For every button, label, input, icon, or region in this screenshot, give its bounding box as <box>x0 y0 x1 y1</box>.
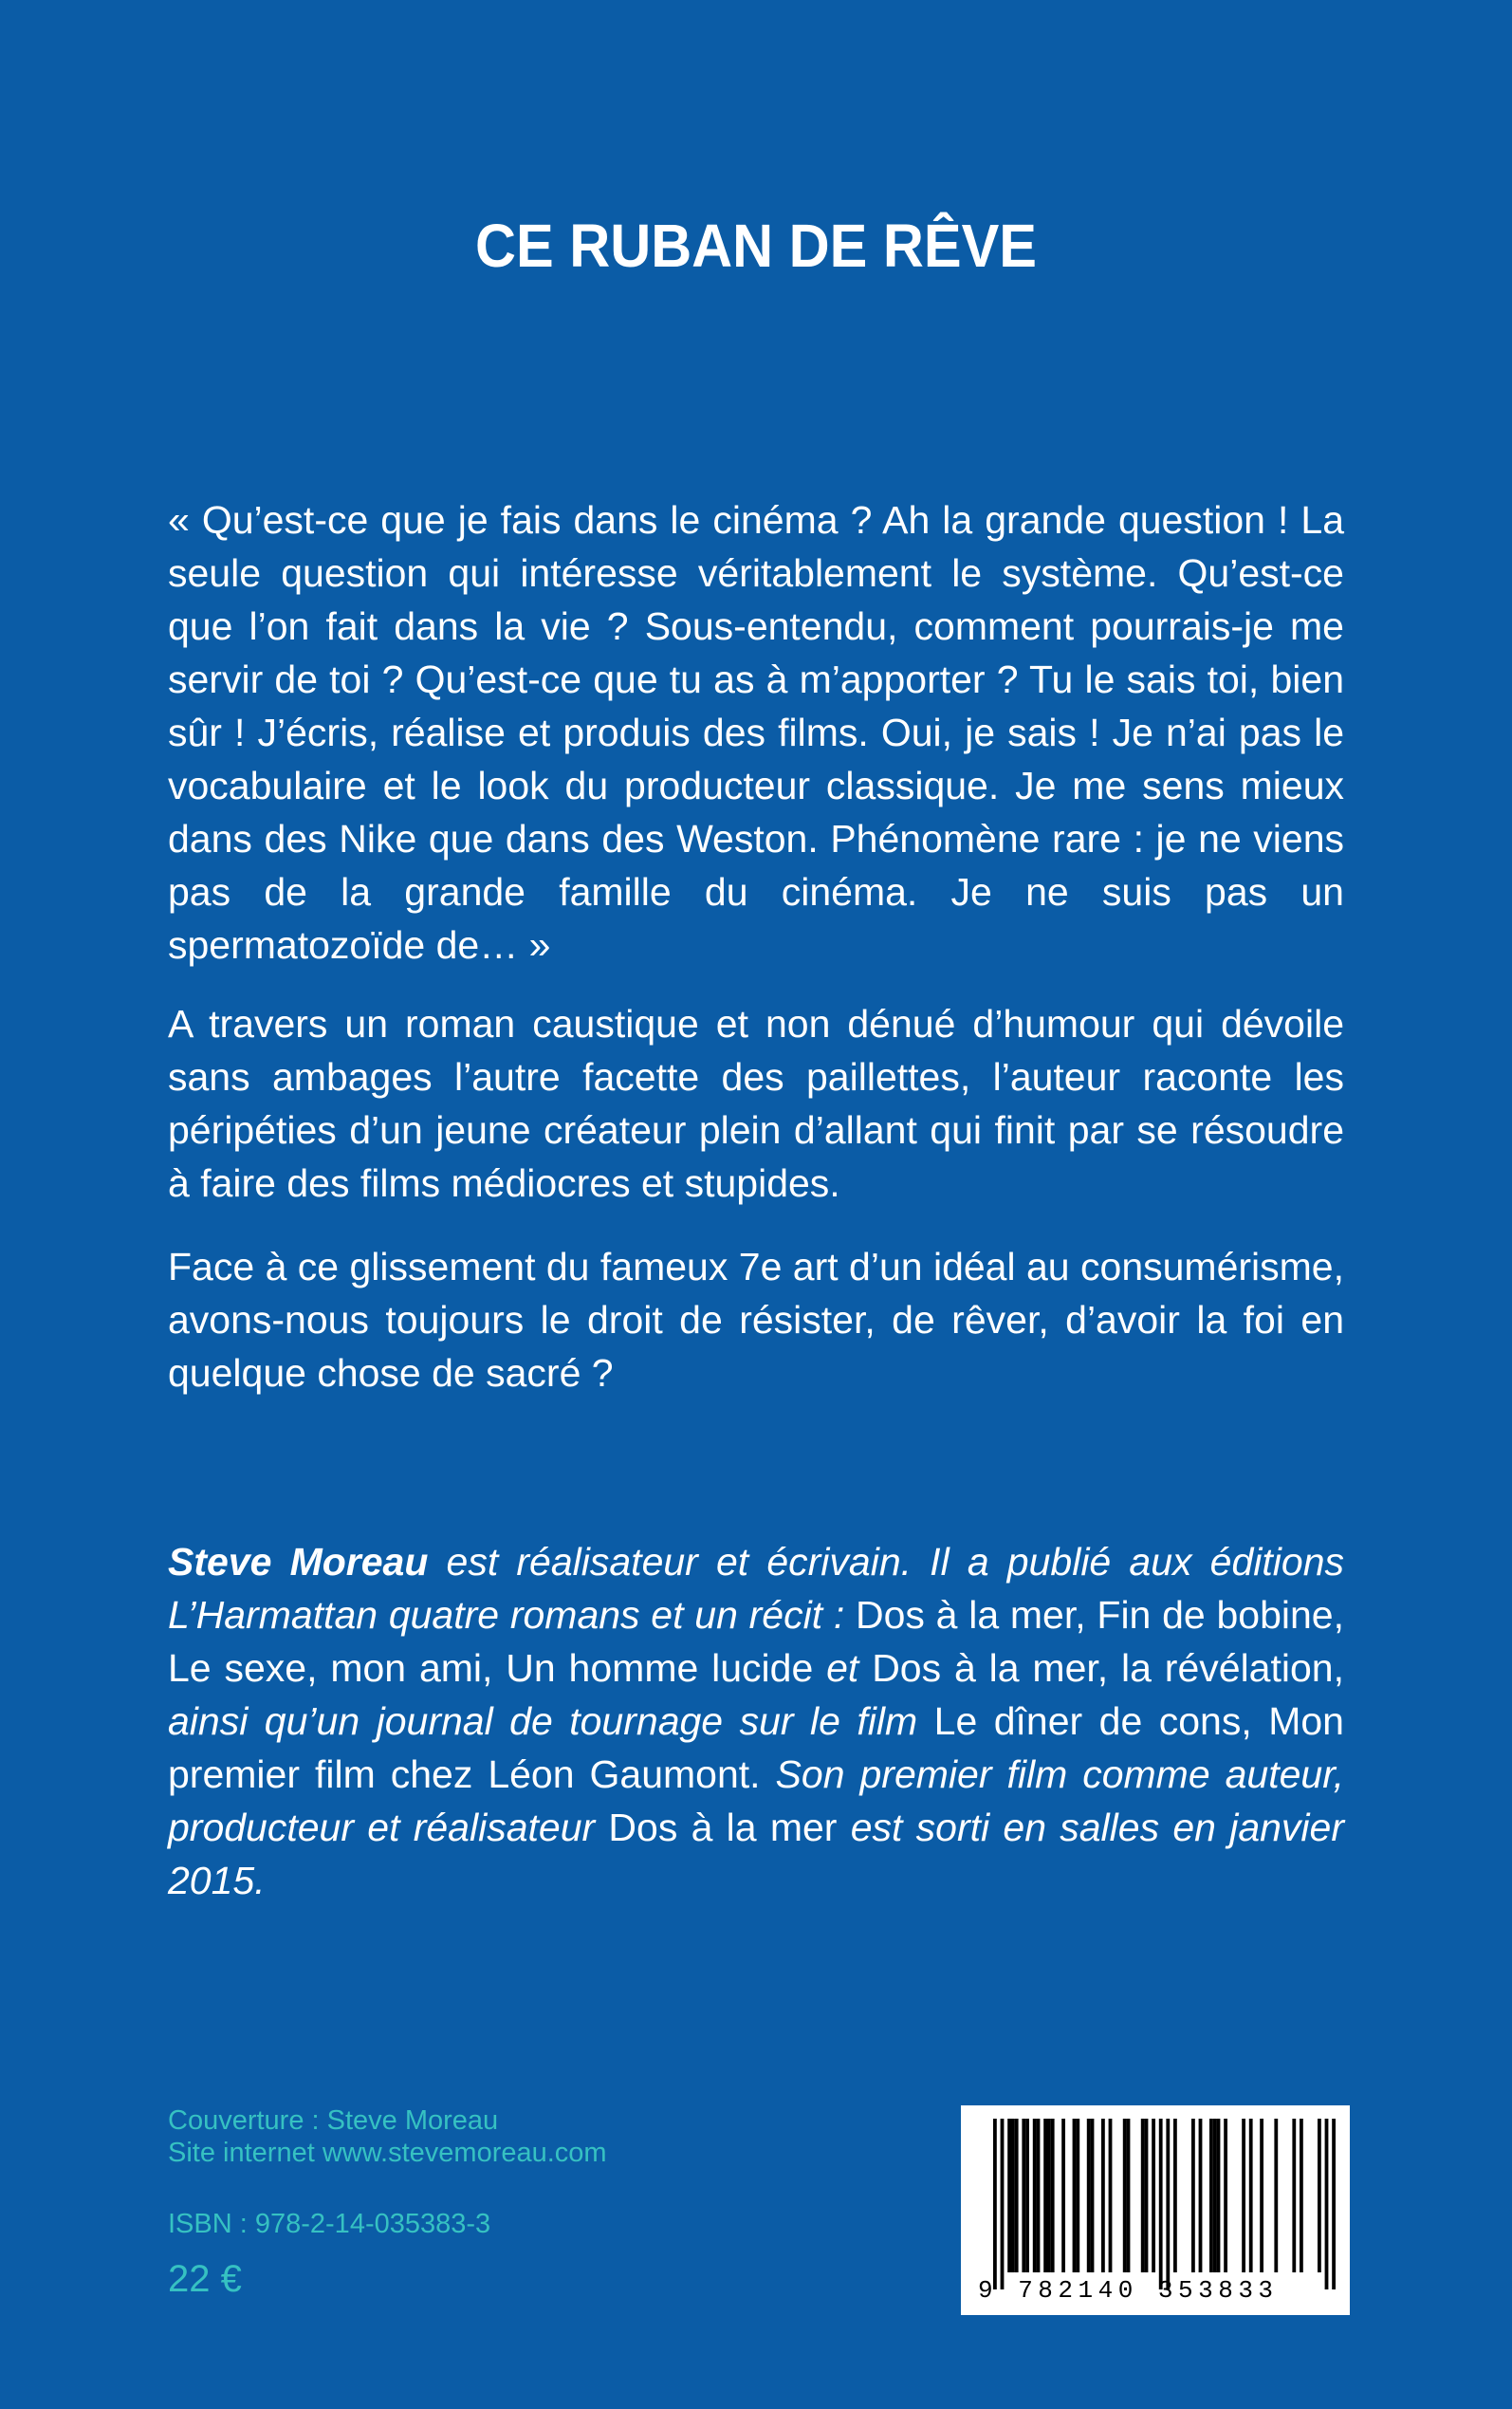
barcode-bar <box>1061 2119 1065 2272</box>
barcode-digits: 9 782140 353833 <box>978 2276 1279 2305</box>
barcode-bar <box>1318 2119 1321 2272</box>
barcode-bar <box>1152 2119 1155 2272</box>
isbn-block <box>168 2206 490 2242</box>
barcode-bar <box>1022 2119 1025 2272</box>
barcode-bar <box>1159 2119 1163 2289</box>
author-name: Steve Moreau <box>168 1540 429 1584</box>
bio-titles: Dos à la mer, Fin de bobine, Le sexe, mon ami, Un homme lucide <box>168 1593 1345 1690</box>
bio-titles: Dos à la mer, la révélation, <box>872 1646 1344 1690</box>
bio-segment: Son premier film comme auteur, producteur et réalisateur <box>168 1752 1344 1849</box>
bio-segment: est sorti en salles en janvier 2015. <box>168 1806 1344 1902</box>
barcode-bar <box>1073 2119 1077 2272</box>
barcode-bar <box>1037 2119 1041 2272</box>
barcode-bar <box>1249 2119 1253 2272</box>
barcode-bar <box>1199 2119 1203 2272</box>
bio-segment: ainsi qu’un journal de tournage sur le film <box>168 1699 934 1743</box>
barcode-bar <box>1033 2119 1037 2272</box>
cover-credit: Couverture : Steve Moreau <box>168 2105 499 2136</box>
barcode-bar <box>1173 2119 1177 2272</box>
website-credit: Site internet www.stevemoreau.com <box>168 2138 607 2168</box>
barcode-bar <box>993 2119 997 2289</box>
barcode-bar <box>1025 2119 1029 2272</box>
quote-text: « Qu’est-ce que je fais dans le cinéma ? Ah la grande question ! La seule question qui intéresse véritablement le système. Qu’est-ce que l’on fait dans la vie ? Sous-entendu, comment pourrais-je me servir de toi ? Qu’est-ce que tu as à m’apporter ? Tu le sais toi, bien sûr ! J’écris, réalise et produis des films. Oui, je sais ! Je n’ai pas le vocabulaire et le look du producteur classique. Je me sens mieux dans des Nike que dans des Weston. Phénomène rare : je ne viens pas de la grande famille du cinéma. Je ne suis pas un spermatozoïde de… » <box>168 498 1344 967</box>
barcode-bar <box>1109 2119 1113 2272</box>
barcode-bar <box>1332 2119 1336 2289</box>
barcode-bar <box>1260 2119 1263 2272</box>
barcode-bar <box>1325 2119 1329 2289</box>
barcode-bar <box>1217 2119 1221 2272</box>
question-paragraph <box>168 1240 1344 1426</box>
barcode-bar <box>1015 2119 1019 2272</box>
barcode-bar <box>1292 2119 1296 2272</box>
barcode-bar <box>1300 2119 1303 2272</box>
bio-titles: Dos à la mer <box>608 1806 838 1849</box>
question-text: Face à ce glissement du fameux 7e art d’un idéal au consumérisme, avons-nous toujours le droit de résister, de rêver, d’avoir la foi en quelque chose de sacré ? <box>168 1245 1344 1395</box>
barcode-bar <box>1242 2119 1245 2272</box>
barcode-bar <box>1087 2119 1091 2272</box>
barcode-bar <box>1213 2119 1217 2272</box>
bio-titles: Le dîner de cons, Mon premier film chez Léon Gaumont. <box>168 1699 1344 1796</box>
barcode-bar <box>1001 2119 1005 2289</box>
barcode-bar <box>1091 2119 1095 2272</box>
barcode-bar <box>1166 2119 1170 2289</box>
cover-credits <box>168 2104 607 2169</box>
barcode-bar <box>1141 2119 1145 2272</box>
isbn-text: ISBN : 978-2-14-035383-3 <box>168 2209 491 2239</box>
barcode-bar <box>1011 2119 1015 2272</box>
bio-segment: est réalisateur et écrivain. Il a publié aux éditions L’Harmattan quatre romans et un récit : <box>168 1540 1344 1637</box>
barcode-bar <box>1047 2119 1051 2272</box>
barcode-bar <box>1123 2119 1127 2272</box>
barcode-bar <box>1127 2119 1131 2272</box>
bio-text <box>168 1535 1344 1907</box>
barcode-bar <box>1191 2119 1195 2272</box>
barcode-bar <box>1145 2119 1149 2272</box>
excerpt-quote <box>168 493 1344 998</box>
synopsis-paragraph <box>168 997 1344 1236</box>
barcode-bar <box>1051 2119 1055 2272</box>
barcode-bar <box>1076 2119 1079 2272</box>
barcode-bar <box>1224 2119 1227 2272</box>
barcode-bar <box>1101 2119 1105 2272</box>
price-text: 22 € <box>168 2258 242 2300</box>
barcode-bar <box>1209 2119 1213 2272</box>
barcode-bar <box>1043 2119 1047 2272</box>
barcode <box>961 2105 1350 2315</box>
barcode-bar <box>1274 2119 1278 2272</box>
bio-segment: et <box>813 1646 873 1690</box>
author-bio <box>168 1535 1344 1934</box>
synopsis-text: A travers un roman caustique et non dénué d’humour qui dévoile sans ambages l’autre facette des paillettes, l’auteur raconte les péripéties d’un jeune créateur plein d’allant qui finit par se résoudre à faire des films médiocres et stupides. <box>168 1002 1344 1205</box>
book-title: CE RUBAN DE RÊVE <box>475 212 1037 280</box>
barcode-bar <box>1007 2119 1011 2272</box>
